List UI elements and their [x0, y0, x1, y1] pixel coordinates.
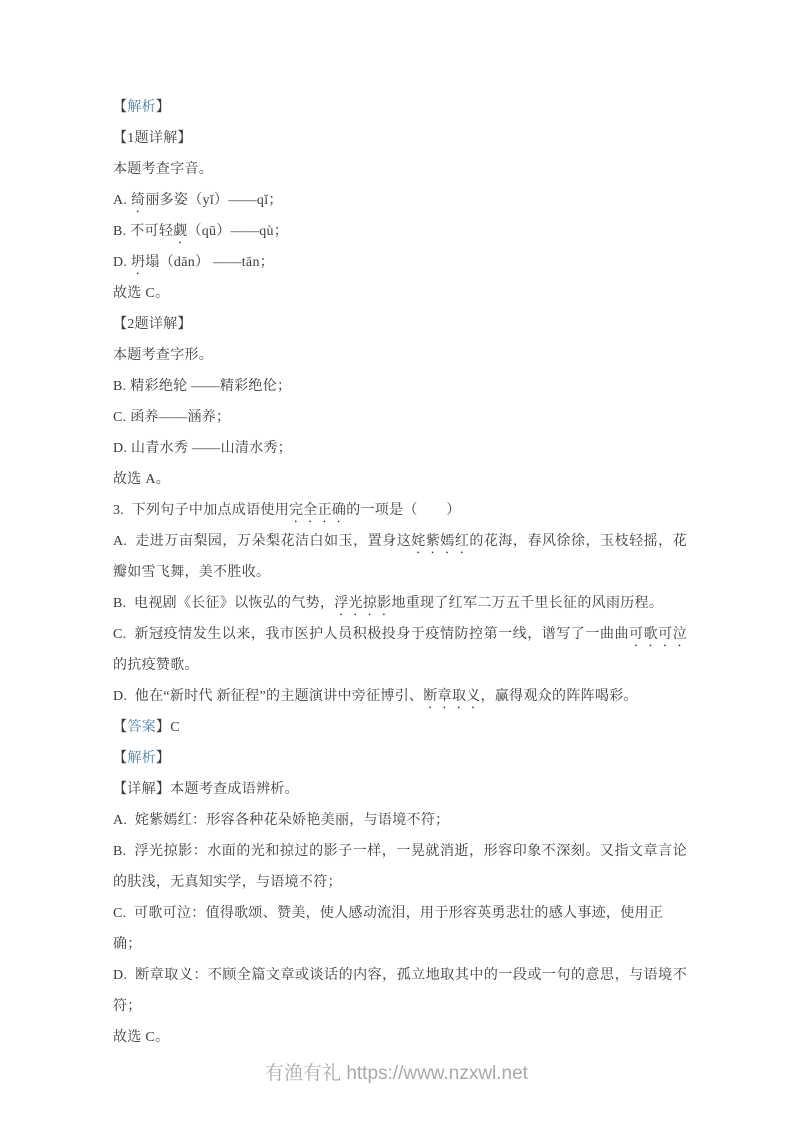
q1-topic	[113, 154, 687, 185]
text-segment: D. 山青水秀 ——山清水秀；	[113, 441, 293, 456]
q3-option-c-line1	[113, 619, 687, 650]
text-segment: B. 浮光掠影：水面的光和掠过的影子一样，一晃就消逝，形容印象不深刻。又指文章言论	[113, 844, 687, 859]
emphasized-idiom: 姹紫嫣红	[411, 534, 470, 549]
q3-stem	[113, 495, 687, 526]
q1-explain-header	[113, 123, 687, 154]
text-segment: B. 不可轻	[113, 224, 174, 239]
text-segment: 3. 下列句子中加点成语使用	[113, 503, 289, 518]
q3-conclusion	[113, 1022, 687, 1053]
text-segment: 故选 C。	[113, 1030, 170, 1045]
text-segment: 【1题详解】	[113, 131, 192, 146]
text-segment: 【	[113, 100, 128, 115]
text-segment: 地重现了红军二万五千里长征的风雨历程。	[391, 596, 664, 611]
q3-explain-d-line1	[113, 960, 687, 991]
q3-option-a-line1	[113, 526, 687, 557]
emphasized-idiom: 绮	[131, 193, 146, 208]
q3-option-c-line2	[113, 650, 687, 681]
emphasized-idiom: 坍	[131, 255, 146, 270]
text-segment: A. 走进万亩梨园，万朵梨花洁白如玉，置身这	[113, 534, 412, 549]
text-segment: 【2题详解】	[113, 317, 192, 332]
text-segment: B. 电视剧《长征》以恢弘的气势，	[113, 596, 335, 611]
text-segment: 符；	[113, 999, 142, 1014]
text-segment: A.	[113, 193, 132, 208]
text-segment: 故选 A。	[113, 472, 171, 487]
emphasized-idiom: 完全正确	[289, 503, 347, 518]
text-segment: B. 精彩绝轮 ——精彩绝伦；	[113, 379, 292, 394]
accent-label: 解析	[127, 751, 156, 766]
q2-topic	[113, 340, 687, 371]
q1-conclusion	[113, 278, 687, 309]
analysis-header-1	[113, 92, 687, 123]
text-segment: 本题考查字形。	[113, 348, 214, 363]
text-segment: D.	[113, 255, 132, 270]
q3-explain-c	[113, 898, 687, 960]
q3-option-a-line2	[113, 557, 687, 588]
q3-explain-b-line2	[113, 867, 687, 898]
emphasized-idiom: 断章取义	[423, 689, 481, 704]
accent-label: 解析	[127, 100, 156, 115]
q3-explain-b-line1	[113, 836, 687, 867]
q1-option-a	[113, 185, 687, 216]
accent-label: 答案	[127, 720, 156, 735]
text-segment: 【	[113, 751, 128, 766]
q3-answer	[113, 712, 687, 743]
text-segment: 】C	[155, 720, 180, 735]
q2-option-b	[113, 371, 687, 402]
emphasized-idiom: 觑	[173, 224, 188, 239]
q3-detail-header	[113, 774, 687, 805]
text-segment: C. 新冠疫情发生以来，我市医护人员积极投身于疫情防控第一线，谱写了一曲曲	[113, 627, 630, 642]
text-segment: 的花海，春风徐徐，玉枝轻摇，花	[469, 534, 688, 549]
text-segment: 【	[113, 720, 128, 735]
text-segment: 的肤浅，无真知实学，与语境不符；	[113, 875, 342, 890]
q2-conclusion	[113, 464, 687, 495]
emphasized-idiom: 可歌可泣	[629, 627, 687, 642]
q3-option-b	[113, 588, 687, 619]
text-segment: 【详解】本题考查成语辨析。	[113, 782, 299, 797]
q1-option-d	[113, 247, 687, 278]
q2-option-c	[113, 402, 687, 433]
q1-option-b	[113, 216, 687, 247]
text-segment: C. 可歌可泣：值得歌颂、赞美，使人感动流泪，用于形容英勇悲壮的感人事迹，使用正确；	[113, 906, 664, 952]
watermark-text: 有渔有礼 https://www.nzxwl.net	[265, 1063, 528, 1084]
text-segment: C. 函养——涵养；	[113, 410, 231, 425]
text-segment: 故选 C。	[113, 286, 170, 301]
text-segment: 本题考查字音。	[113, 162, 214, 177]
q3-explain-a	[113, 805, 687, 836]
text-segment: 的抗疫赞歌。	[113, 658, 199, 673]
text-segment: 】	[155, 751, 171, 766]
watermark-footer	[0, 1058, 793, 1089]
text-segment: D. 他在“新时代 新征程”的主题演讲中旁征博引、	[113, 689, 424, 704]
text-segment: A. 姹紫嫣红：形容各种花朵娇艳美丽，与语境不符；	[113, 813, 450, 828]
q3-option-d	[113, 681, 687, 712]
q3-explain-d-line2	[113, 991, 687, 1022]
text-segment: （qū）——qù；	[187, 224, 289, 239]
text-segment: 瓣如雪飞舞，美不胜收。	[113, 565, 271, 580]
text-segment: 丽多姿（yǐ）——qǐ；	[145, 193, 283, 208]
analysis-header-2	[113, 743, 687, 774]
q2-explain-header	[113, 309, 687, 340]
text-segment: 的一项是（ ）	[346, 503, 461, 518]
text-segment: D. 断章取义：不顾全篇文章或谈话的内容，孤立地取其中的一段或一句的意思，与语境不	[113, 968, 687, 983]
emphasized-idiom: 浮光掠影	[334, 596, 392, 611]
text-segment: 】	[155, 100, 171, 115]
document-body	[113, 92, 687, 1053]
q2-option-d	[113, 433, 687, 464]
text-segment: ，赢得观众的阵阵喝彩。	[480, 689, 638, 704]
text-segment: 塌（dān） ——tān；	[145, 255, 275, 270]
